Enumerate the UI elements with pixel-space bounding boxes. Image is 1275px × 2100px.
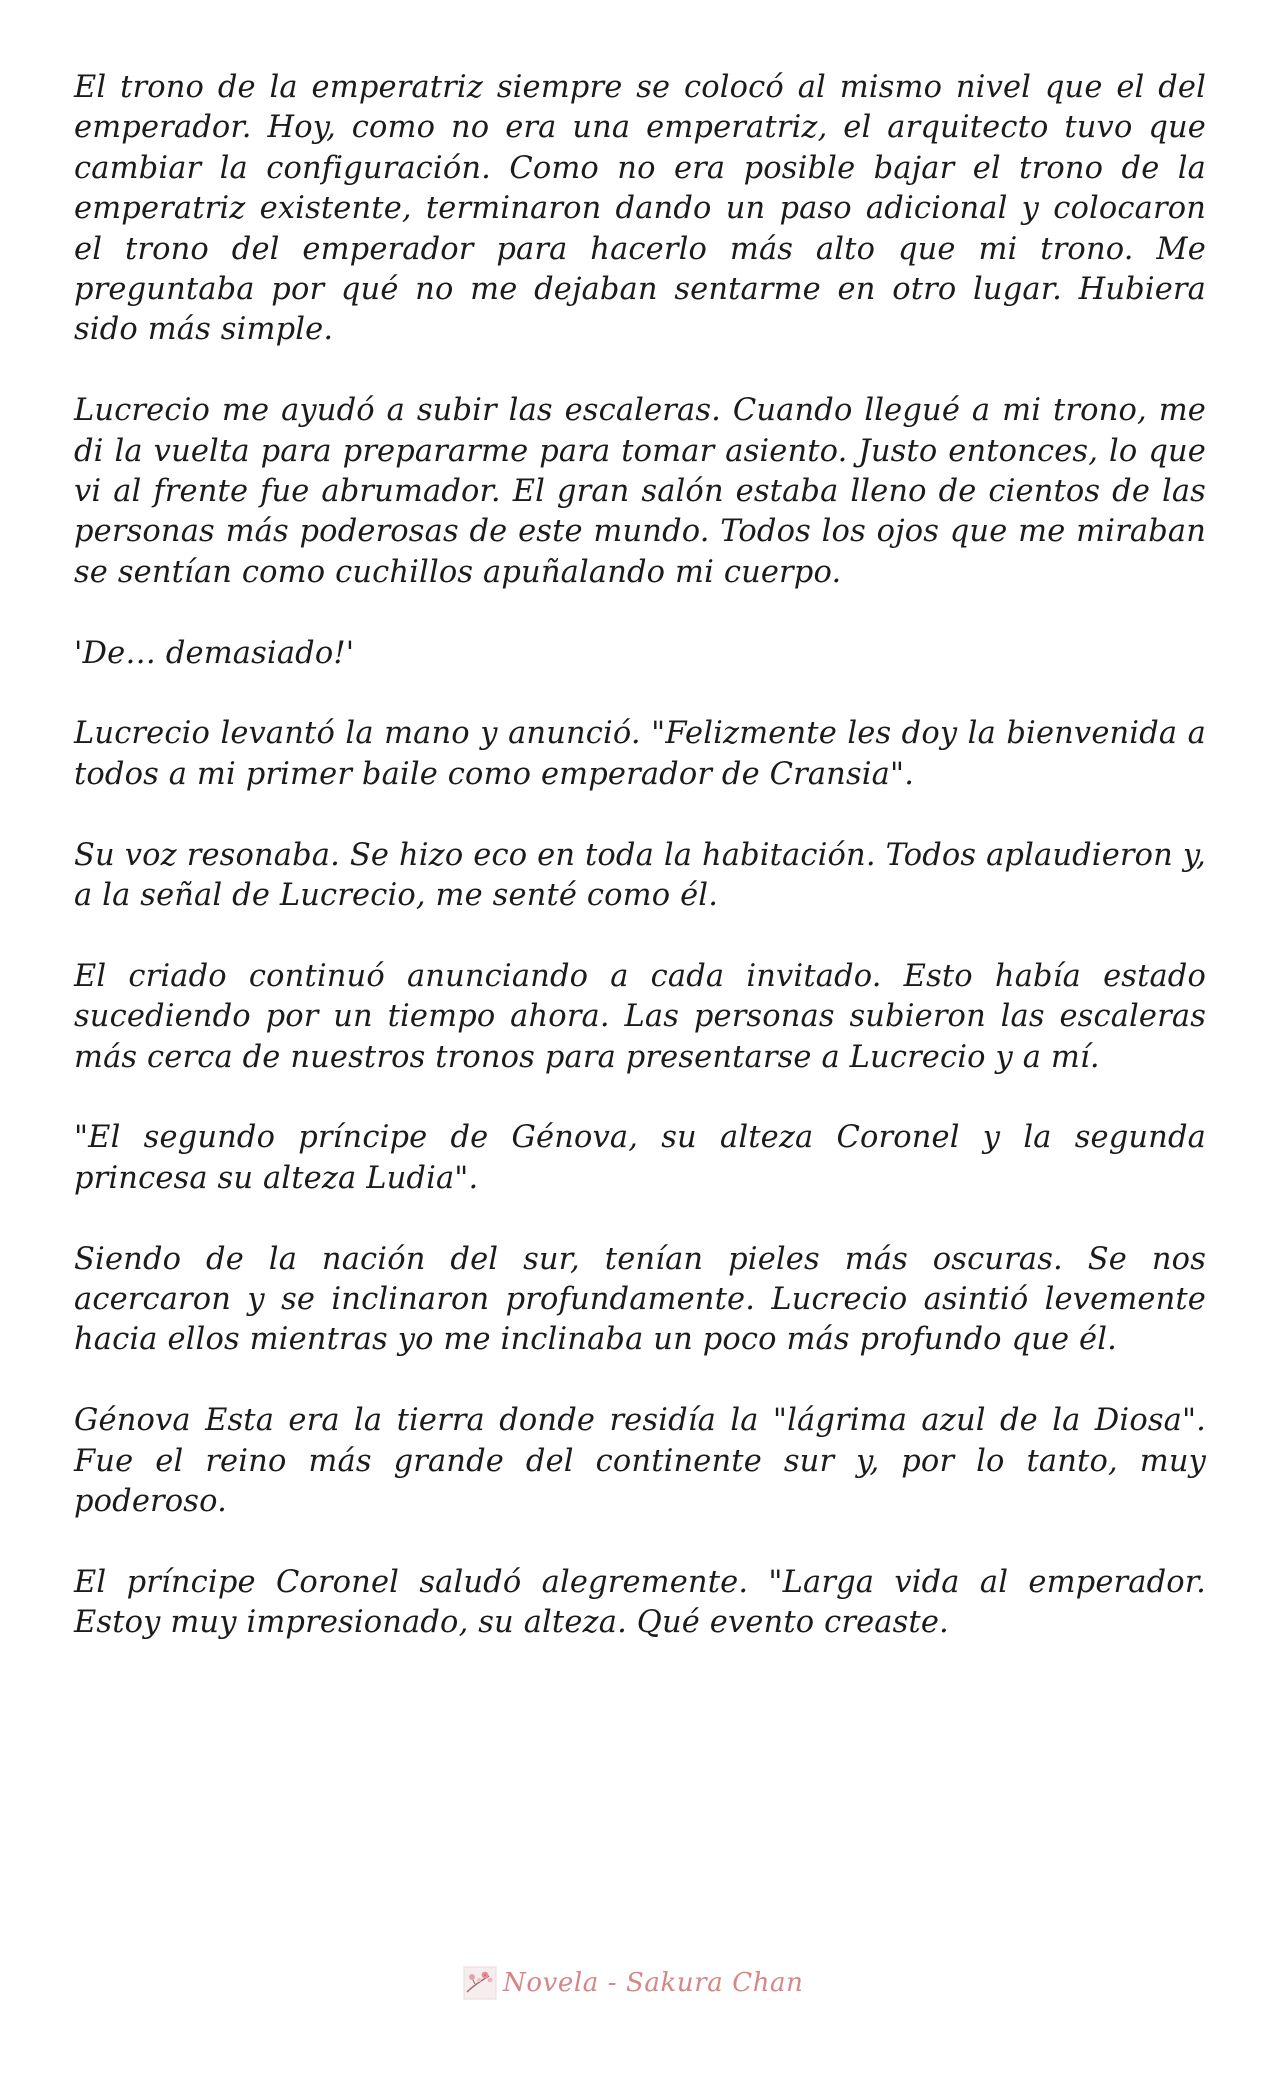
document-body xyxy=(74,68,1206,1684)
paragraph: El príncipe Coronel saludó alegremente. "Larga vida al emperador. Estoy muy impresionado, su alteza. Qué evento creaste. xyxy=(74,1564,1206,1641)
footer-text: Novela - Sakura Chan xyxy=(503,1968,804,1998)
paragraph: Su voz resonaba. Se hizo eco en toda la habitación. Todos aplaudieron y, a la señal de Lucrecio, me senté como él. xyxy=(74,837,1206,914)
paragraph: "El segundo príncipe de Génova, su alteza Coronel y la segunda princesa su alteza Ludia". xyxy=(74,1120,1206,1196)
sakura-blossom-icon xyxy=(463,1966,497,2000)
paragraph: El trono de la emperatriz siempre se colocó al mismo nivel que el del emperador. Hoy, como no era una emperatriz, el arquitecto tuvo que cambiar la configuración. Como no era posible bajar el trono de la emperatriz existente, terminaron dando un paso adicional y colocaron el trono del emperador para hacerlo más alto que mi trono. Me preguntaba por qué no me dejaban sentarme en otro lugar. Hubiera sido más simple. xyxy=(74,70,1206,348)
footer-watermark xyxy=(463,1960,804,2006)
paragraph: Siendo de la nación del sur, tenían pieles más oscuras. Se nos acercaron y se inclinaron profundamente. Lucrecio asintió levemente hacia ellos mientras yo me inclinaba un poco más profundo que él. xyxy=(74,1241,1206,1358)
paragraph: 'De… demasiado!' xyxy=(74,635,355,671)
paragraph: Génova Esta era la tierra donde residía la "lágrima azul de la Diosa". Fue el reino más grande del continente sur y, por lo tanto, muy poderoso. xyxy=(74,1403,1206,1520)
paragraph: Lucrecio levantó la mano y anunció. "Felizmente les doy la bienvenida a todos a mi primer baile como emperador de Cransia". xyxy=(74,716,1206,792)
paragraph: Lucrecio me ayudó a subir las escaleras. Cuando llegué a mi trono, me di la vuelta para prepararme para tomar asiento. Justo entonces, lo que vi al frente fue abrumador. El gran salón estaba lleno de cientos de las personas más poderosas de este mundo. Todos los ojos que me miraban se sentían como cuchillos apuñalando mi cuerpo. xyxy=(74,393,1206,590)
paragraph: El criado continuó anunciando a cada invitado. Esto había estado sucediendo por un tiempo ahora. Las personas subieron las escaleras más cerca de nuestros tronos para presentarse a Lucrecio y a mí. xyxy=(74,958,1206,1075)
